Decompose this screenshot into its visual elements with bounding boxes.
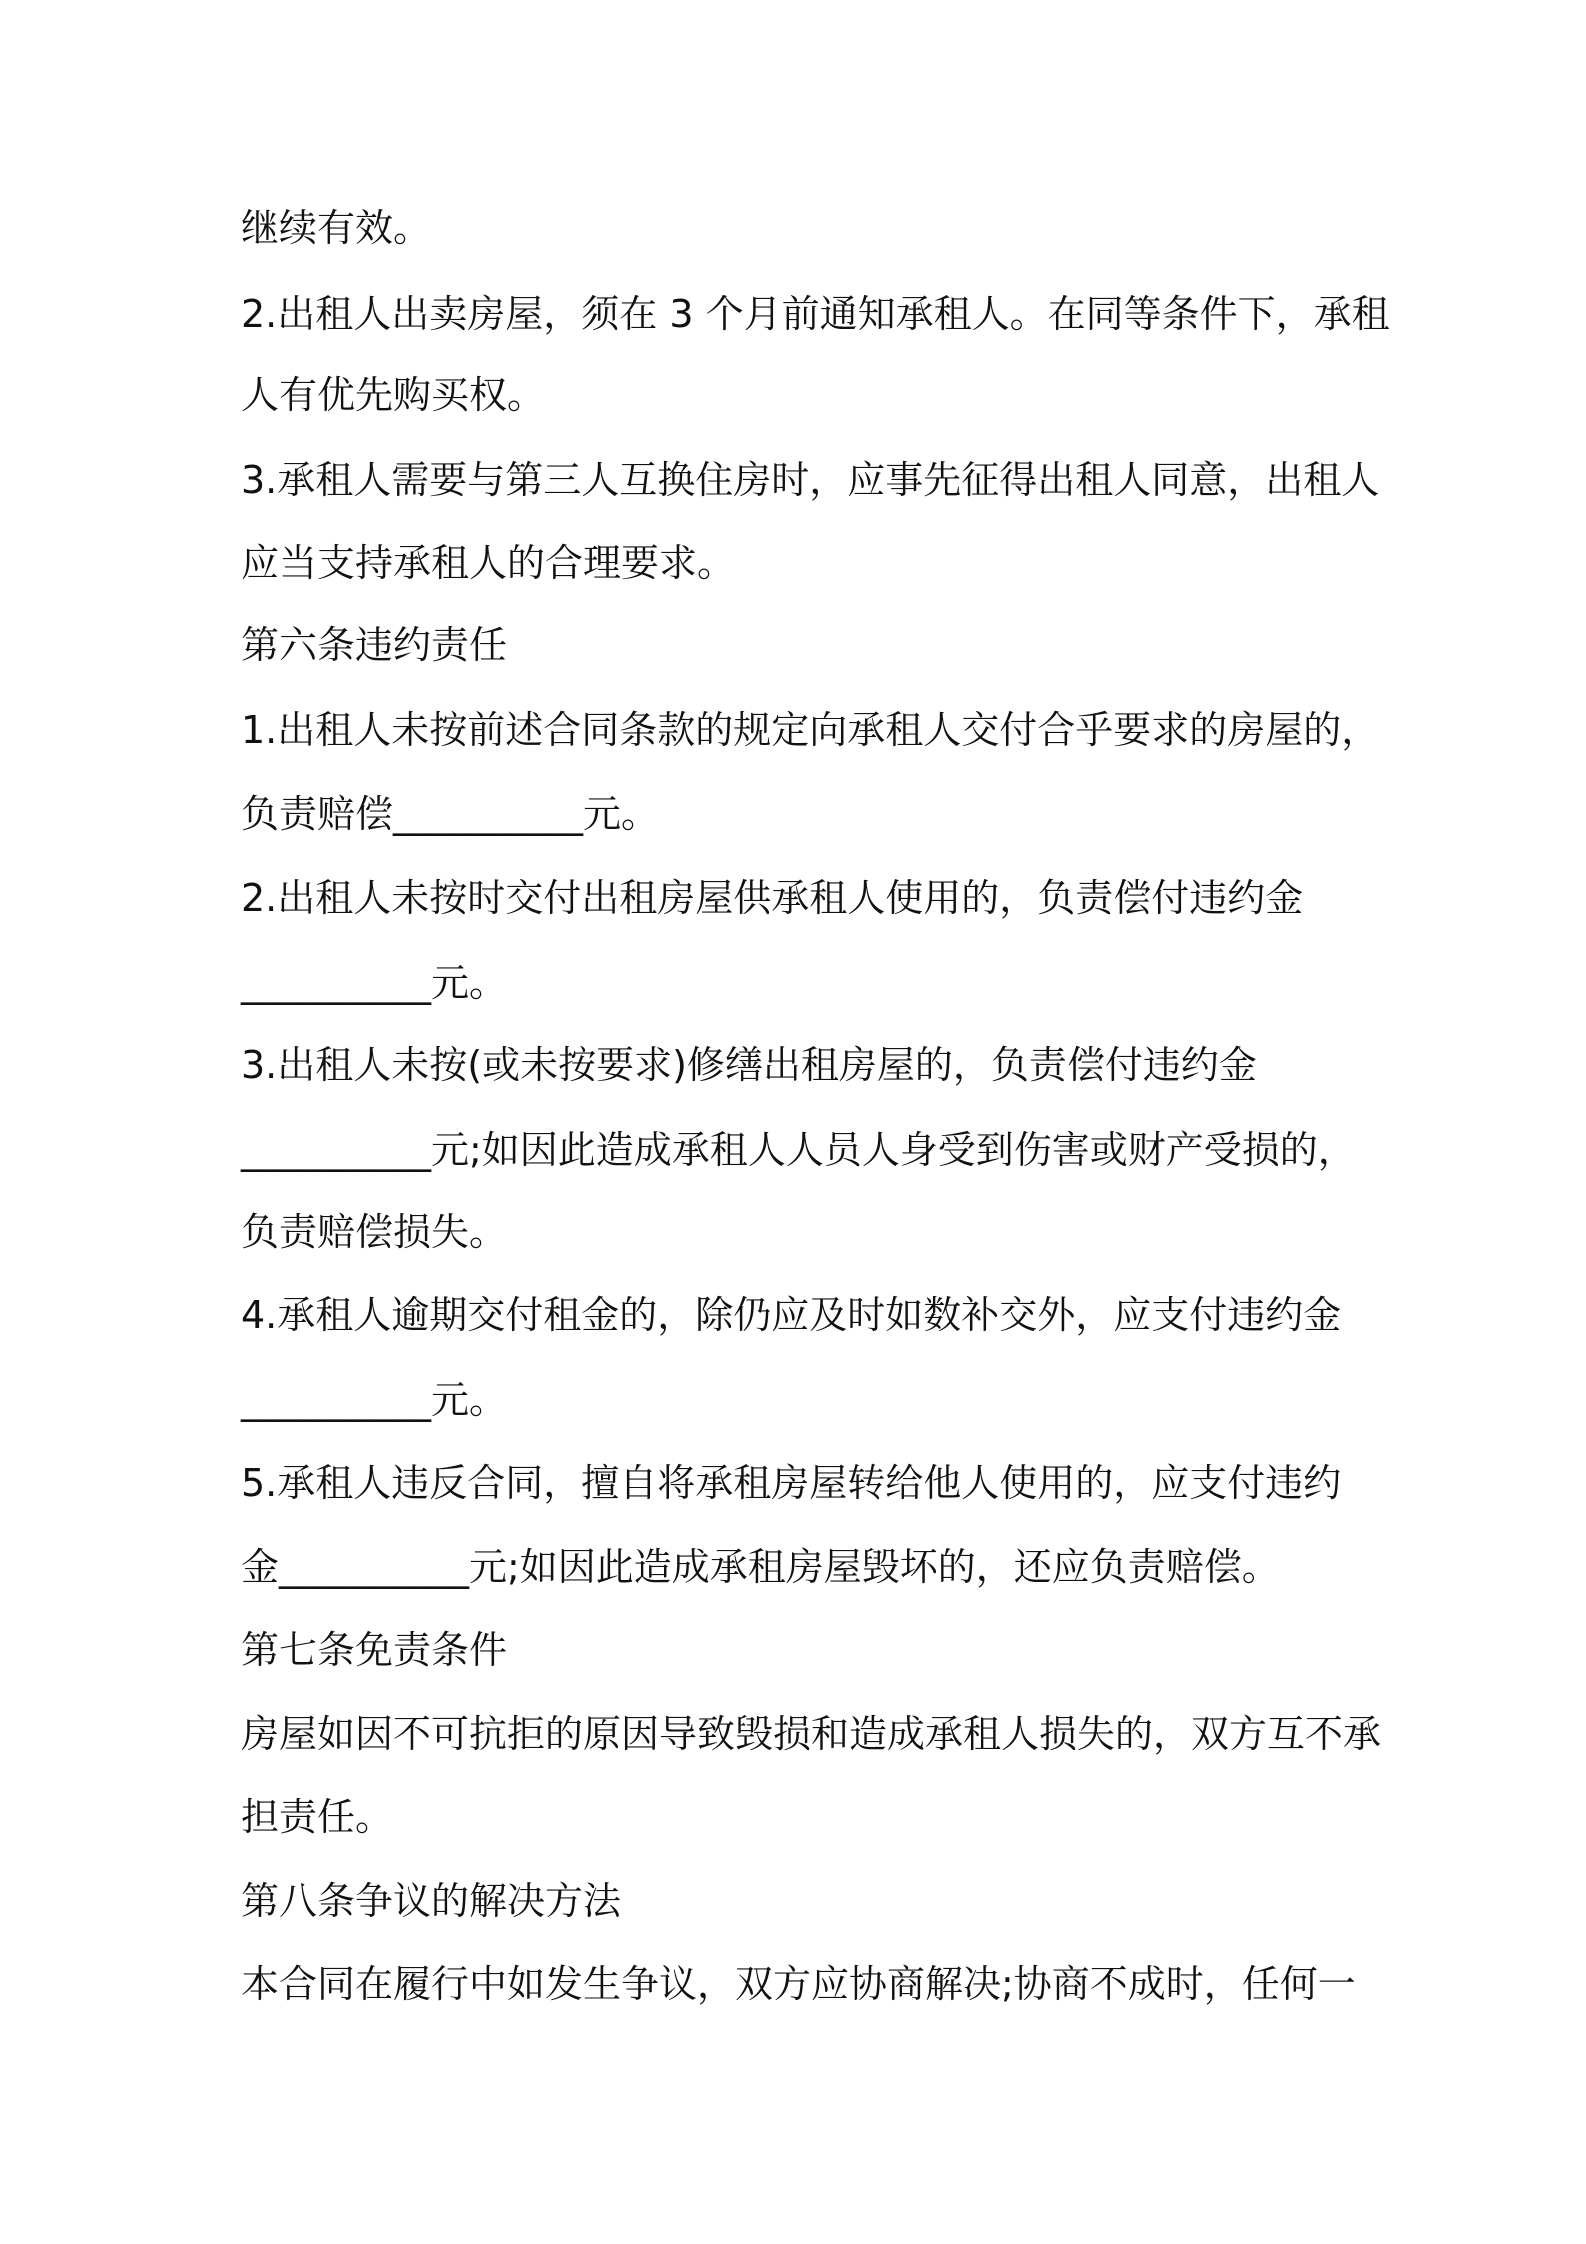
text-line: 继续有效。: [241, 206, 432, 250]
text-line: 本合同在履行中如发生争议，双方应协商解决;协商不成时，任何一: [241, 1962, 1356, 2006]
text-line: 负责赔偿损失。: [241, 1210, 508, 1254]
text-line: 2.出租人未按时交付出租房屋供承租人使用的，负责偿付违约金: [241, 876, 1304, 920]
text-line: 负责赔偿__________元。: [241, 792, 660, 836]
text-line: 金__________元;如因此造成承租房屋毁坏的，还应负责赔偿。: [241, 1545, 1280, 1589]
text-line: 人有优先购买权。: [241, 373, 546, 417]
section-heading: 第六条违约责任: [241, 623, 508, 667]
text-line: 应当支持承租人的合理要求。: [241, 541, 736, 585]
text-line: __________元。: [241, 961, 508, 1005]
text-line: 1.出租人未按前述合同条款的规定向承租人交付合乎要求的房屋的，: [241, 708, 1380, 752]
text-line: 2.出租人出卖房屋，须在 3 个月前通知承租人。在同等条件下，承租: [241, 292, 1390, 336]
text-line: __________元。: [241, 1378, 508, 1422]
text-line: 3.承租人需要与第三人互换住房时，应事先征得出租人同意，出租人: [241, 458, 1380, 502]
text-line: 4.承租人逾期交付租金的，除仍应及时如数补交外，应支付违约金: [241, 1293, 1342, 1337]
section-heading: 第八条争议的解决方法: [241, 1879, 622, 1923]
text-line: 房屋如因不可抗拒的原因导致毁损和造成承租人损失的，双方互不承: [241, 1712, 1382, 1756]
text-line: 3.出租人未按(或未按要求)修缮出租房屋的，负责偿付违约金: [241, 1043, 1257, 1087]
text-line: 5.承租人违反合同，擅自将承租房屋转给他人使用的，应支付违约: [241, 1461, 1342, 1505]
text-line: 担责任。: [241, 1795, 394, 1839]
text-line: __________元;如因此造成承租人人员人身受到伤害或财产受损的，: [241, 1128, 1356, 1172]
section-heading: 第七条免责条件: [241, 1628, 508, 1672]
